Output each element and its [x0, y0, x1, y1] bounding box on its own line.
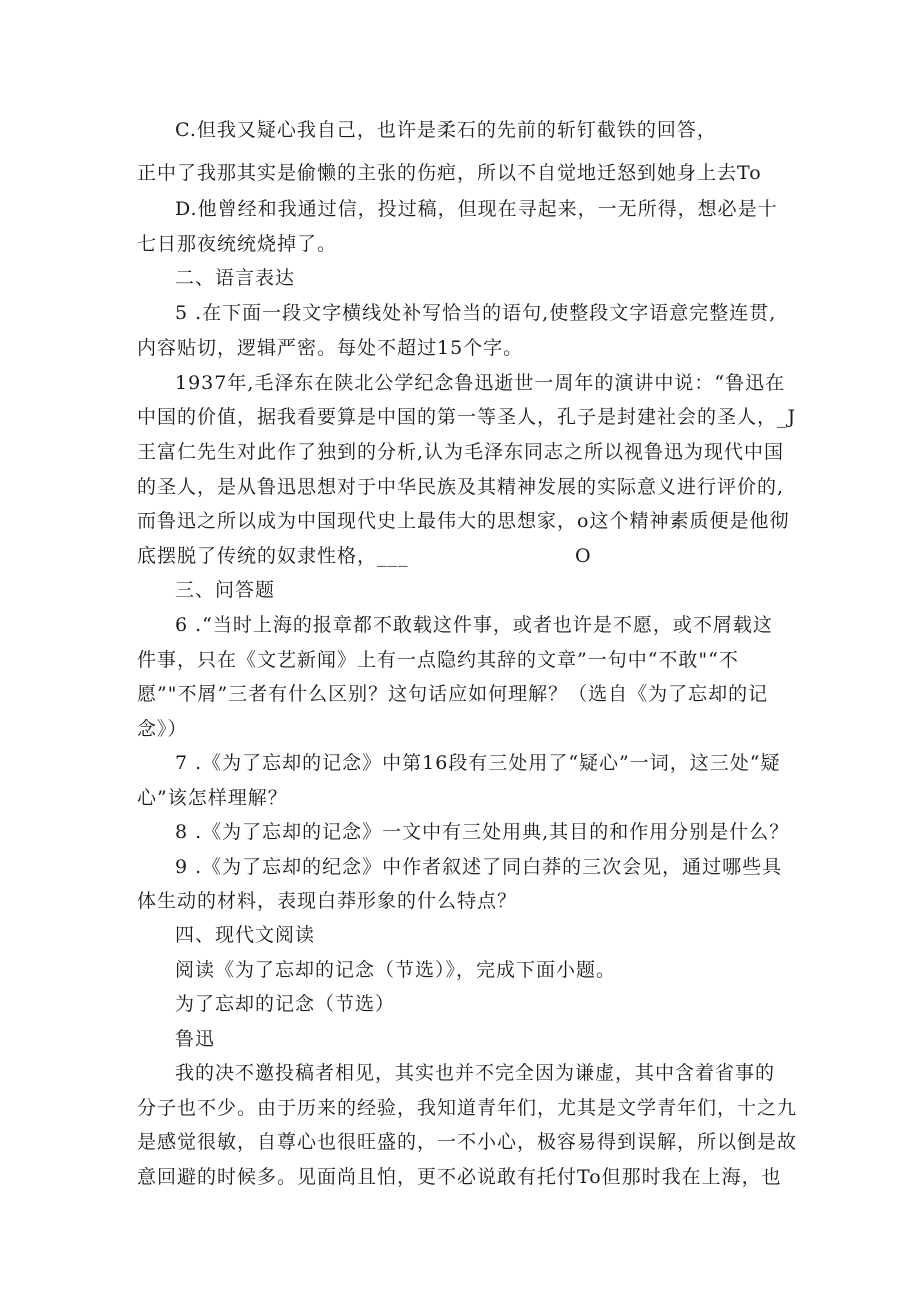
- text-line: O: [575, 545, 592, 567]
- text-line: 1937年,毛泽东在陕北公学纪念鲁迅逝世一周年的演讲中说：“鲁迅在: [175, 372, 786, 394]
- text-line: 心”该怎样理解？: [137, 787, 288, 809]
- text-line: 七日那夜统统烧掉了。: [137, 233, 338, 255]
- paragraph-line: 我的决不邀投稿者相见，其实也并不完全因为谦虚，其中含着省事的: [175, 1062, 776, 1084]
- text-line: 念》）: [137, 718, 188, 740]
- passage-title: 为了忘却的记念（节选）: [175, 993, 396, 1015]
- passage-author: 鲁迅: [175, 1028, 216, 1050]
- paragraph-line: 分子也不少。由于历来的经验，我知道青年们，尤其是文学青年们，十之九: [137, 1097, 798, 1119]
- text-line: 件事，只在《文艺新闻》上有一点隐约其辞的文章”一句中“不敢"“不: [137, 649, 739, 671]
- text-line: 王富仁先生对此作了独到的分析,认为毛泽东同志之所以视鲁迅为现代中国: [137, 441, 785, 463]
- text-line: 而鲁迅之所以成为中国现代史上最伟大的思想家，o这个精神素质便是他彻: [137, 510, 790, 532]
- section-heading: 二、语言表达: [175, 267, 296, 289]
- text-line: 中国的价值，据我看要算是中国的第一等圣人，孔子是封建社会的圣人，_J: [137, 406, 797, 428]
- question-8: 8 .《为了忘却的记念》一文中有三处用典,其目的和作用分别是什么？: [175, 821, 790, 843]
- question-9: 9 .《为了忘却的纪念》中作者叙述了同白莽的三次会见，通过哪些具: [175, 856, 783, 878]
- text-line: C.但我又疑心我自己，也许是柔石的先前的斩钉截铁的回答，: [175, 119, 717, 141]
- section-heading: 四、现代文阅读: [175, 924, 316, 946]
- text-line: 正中了我那其实是偷懒的主张的伤疤，所以不自觉地迁怒到她身上去To: [137, 162, 762, 184]
- text-line: 阅读《为了忘却的记念（节选）》，完成下面小题。: [175, 959, 617, 981]
- question-5: 5 .在下面一段文字横线处补写恰当的语句,使整段文字语意完整连贯,: [175, 302, 777, 324]
- question-7: 7 .《为了忘却的记念》中第16段有三处用了“疑心”一词，这三处“疑: [175, 752, 781, 774]
- section-heading: 三、问答题: [175, 579, 276, 601]
- paragraph-line: 是感觉很敏，自尊心也很旺盛的，一不小心，极容易得到误解，所以倒是故: [137, 1131, 798, 1153]
- question-6: 6 .“当时上海的报章都不敢载这件事，或者也许是不愿，或不屑载这: [175, 614, 773, 636]
- text-line: 体生动的材料，表现白莽形象的什么特点？: [137, 890, 518, 912]
- text-line: 的圣人，是从鲁迅思想对于中华民族及其精神发展的实际意义进行评价的,: [137, 476, 785, 498]
- text-line: D.他曾经和我通过信，投过稿，但现在寻起来，一无所得，想必是十: [175, 198, 778, 220]
- text-line: 愿”"不屑”三者有什么区别？这句话应如何理解？（选自《为了忘却的记: [137, 683, 769, 705]
- paragraph-line: 意回避的时候多。见面尚且怕，更不必说敢有托付To但那时我在上海，也: [137, 1166, 782, 1188]
- text-line: 底摆脱了传统的奴隶性格，___: [137, 545, 409, 567]
- text-line: 内容贴切，逻辑严密。每处不超过15个字。: [137, 337, 524, 359]
